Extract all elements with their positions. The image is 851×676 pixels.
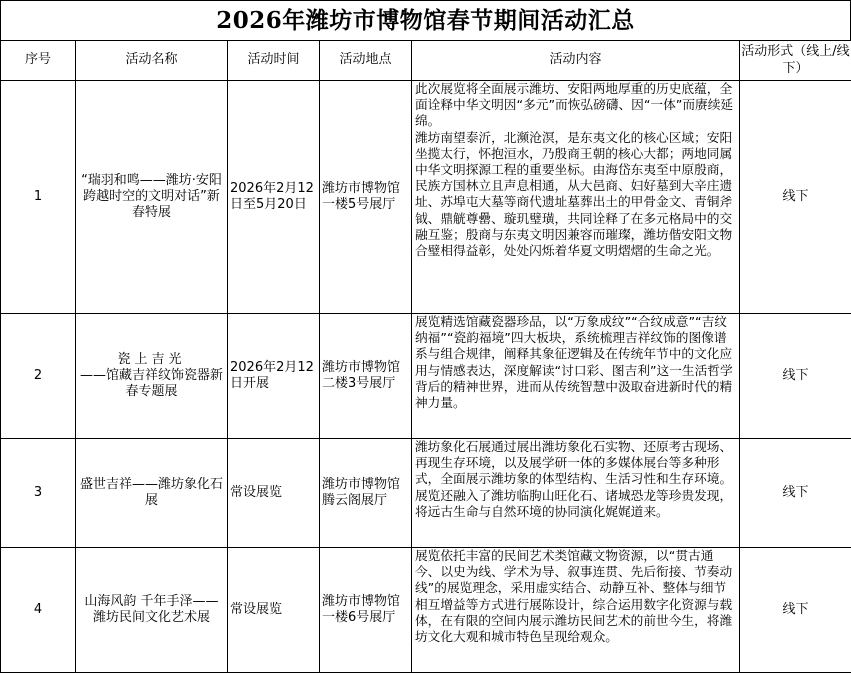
activity-name-sub: ——馆藏吉祥纹饰瓷器新春专题展 [80,367,224,400]
header-form: 活动形式（线上/线下） [740,41,851,81]
header-name: 活动名称 [76,41,228,81]
activity-content: 展览精选馆藏瓷器珍品，以“万象成纹”“合纹成意”“吉纹纳福”“瓷韵福境”四大板块，系统梳理吉祥纹饰的图像谱系与组合规律，阐释其象征逻辑及在传统年节中的文化应用与情感表达，深度解读“讨口彩、图吉利”这一生活哲学背后的精神世界，进而从传统智慧中汲取奋进新时代的精神力量。 [412,314,740,439]
header-place: 活动地点 [320,41,412,81]
row-index: 1 [1,81,76,314]
activity-name: “瑞羽和鸣——潍坊·安阳跨越时空的文明对话”新春特展 [76,81,228,314]
header-index: 序号 [1,41,76,81]
header-content: 活动内容 [412,41,740,81]
content-paragraph: 潍坊南望泰沂，北濒沧溟，是东夷文化的核心区域；安阳坐揽太行，怀抱洹水，乃殷商王朝的核心大都；两地同属中华文明探源工程的重要坐标。由海岱东夷至中原殷商，民族方国林立且声息相通，从大邑商、妇好墓到大辛庄遗址、苏埠屯大墓等商代遗址墓葬出土的甲骨金文、青铜斧钺、鼎觥尊罍、璇玑璧璜，共同诠释了在多元格局中的交融互鉴；殷商与东夷文明因兼容而璀璨，潍坊偕安阳文物合璧相得益彰，处处闪烁着华夏文明熠熠的生命之光。 [415,129,733,259]
activity-time: 2026年2月12日至5月20日 [228,81,320,314]
activity-form: 线下 [740,314,851,439]
activity-place: 潍坊市博物馆一楼6号展厅 [320,548,412,673]
activity-table [0,40,851,673]
activity-content [412,81,740,314]
table-row [1,548,851,673]
header-row [1,41,851,81]
sheet-title: 2026年潍坊市博物馆春节期间活动汇总 [0,0,851,40]
activity-form: 线下 [740,548,851,673]
activity-name: 山海风韵 千年手泽——潍坊民间文化艺术展 [76,548,228,673]
activity-place: 潍坊市博物馆二楼3号展厅 [320,314,412,439]
row-index: 3 [1,439,76,548]
header-time: 活动时间 [228,41,320,81]
activity-place: 潍坊市博物馆一楼5号展厅 [320,81,412,314]
activity-form: 线下 [740,439,851,548]
row-index: 2 [1,314,76,439]
activity-content: 展览依托丰富的民间艺术类馆藏文物资源，以“贯古通今、以史为线、学术为导、叙事连贯、先后衔接、节奏动线”的展览理念，采用虚实结合、动静互补、整体与细节相互增益等方式进行展陈设计，综合运用数字化资源与载体，在有限的空间内展示潍坊民间艺术的前世今生，将潍坊文化大观和城市特色呈现给观众。 [412,548,740,673]
activity-time: 常设展览 [228,548,320,673]
activity-content: 潍坊象化石展通过展出潍坊象化石实物、还原考古现场、再现生存环境，以及展学研一体的多媒体展台等多种形式，全面展示潍坊象的体型结构、生活习性和生存环境。展览还融入了潍坊临朐山旺化石、诸城恐龙等珍贵发现，将远古生命与自然环境的协同演化娓娓道来。 [412,439,740,548]
activity-time: 常设展览 [228,439,320,548]
content-paragraph: 此次展览将全面展示潍坊、安阳两地厚重的历史底蕴，全面诠释中华文明因“多元”而恢弘磅礴、因“一体”而赓续延绵。 [415,81,734,129]
activity-name: 盛世吉祥——潍坊象化石展 [76,439,228,548]
activity-name-main: 瓷上吉光 [117,351,186,367]
activity-name [76,314,228,439]
activity-place: 潍坊市博物馆腾云阁展厅 [320,439,412,548]
row-index: 4 [1,548,76,673]
table-row [1,314,851,439]
activity-time: 2026年2月12日开展 [228,314,320,439]
activity-form: 线下 [740,81,851,314]
table-row [1,81,851,314]
table-row [1,439,851,548]
